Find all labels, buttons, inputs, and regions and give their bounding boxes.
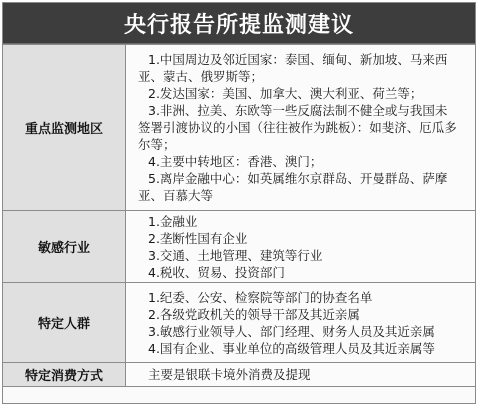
list-item: 2.发达国家：美国、加拿大、澳大利亚、荷兰等； — [148, 86, 423, 101]
list-item: 4.税收、贸易、投资部门 — [148, 264, 285, 280]
monitoring-table — [3, 44, 475, 387]
row-content — [126, 45, 476, 211]
list-item: 1.金融业 — [148, 213, 198, 229]
list-item: 1.中国周边及邻近国家：泰国、缅甸、新加坡、马来西 — [148, 52, 448, 67]
list-item: 4.国有企业、事业单位的高级管理人员及其近亲属等 — [148, 340, 435, 356]
table-row — [3, 45, 475, 211]
list-item: 2.垄断性国有企业 — [148, 230, 248, 246]
row-category: 敏感行业 — [3, 211, 126, 283]
list-item: 1.纪委、公安、检察院等部门的协查名单 — [148, 289, 373, 305]
list-item-continuation: 签署引渡协议的小国（往往被作为跳板）：如斐济、厄瓜多尔等； — [138, 120, 457, 152]
table-row — [3, 283, 475, 363]
list-item: 3.非洲、拉美、东欧等一些反腐法制不健全或与我国未 — [148, 103, 448, 118]
list-item: 2.各级党政机关的领导干部及其近亲属 — [148, 306, 360, 322]
list-item: 4.主要中转地区：香港、澳门； — [148, 154, 323, 169]
table-frame — [2, 2, 476, 404]
list-item: 5.离岸金融中心：如英属维尔京群岛、开曼群岛、萨摩 — [148, 171, 448, 186]
list-item-continuation: 亚、百慕大等 — [138, 188, 214, 203]
row-content — [126, 363, 476, 387]
list-item: 主要是银联卡境外消费及提现 — [148, 367, 311, 382]
list-item-continuation: 亚、蒙古、俄罗斯等； — [138, 69, 264, 84]
row-category: 特定人群 — [3, 283, 126, 363]
row-content — [126, 283, 476, 363]
list-item: 3.交通、土地管理、建筑等行业 — [148, 247, 323, 263]
table-row — [3, 211, 475, 283]
row-category: 重点监测地区 — [3, 45, 126, 211]
list-item: 3.敏感行业领导人、部门经理、财务人员及其近亲属 — [148, 323, 435, 339]
row-content — [126, 211, 476, 283]
table-title: 央行报告所提监测建议 — [3, 3, 475, 44]
row-category: 特定消费方式 — [3, 363, 126, 387]
table-row — [3, 363, 475, 387]
